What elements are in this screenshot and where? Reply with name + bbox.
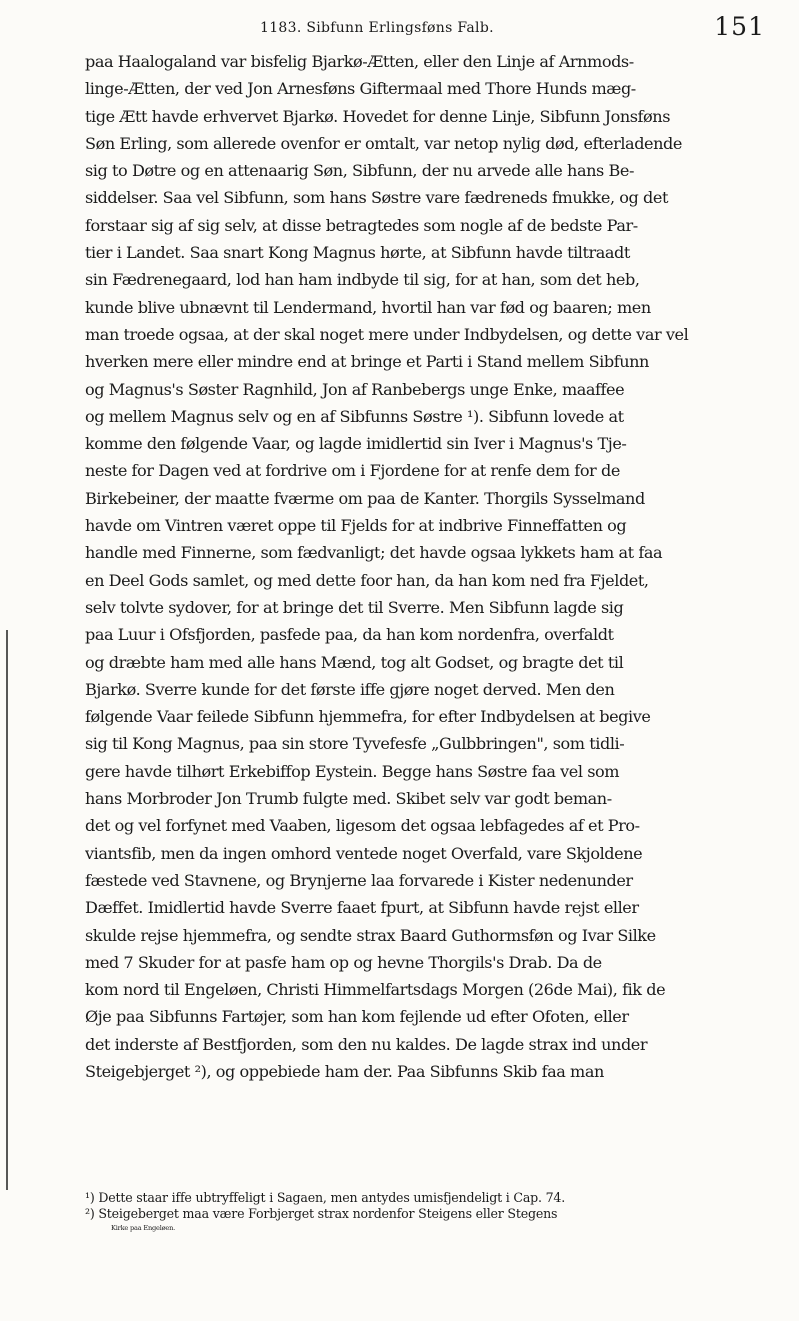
text-line: sin Fædrenegaard, lod han ham indbyde til sig, for at han, som det heb, — [85, 270, 640, 290]
text-line: hans Morbroder Jon Trumb fulgte med. Skibet selv var godt beman- — [85, 789, 612, 809]
scan-edge-line — [6, 630, 8, 1190]
text-line: hverken mere eller mindre end at bringe et Parti i Stand mellem Sibfunn — [85, 352, 649, 372]
text-line: viantsfib, men da ingen omhord ventede noget Overfald, vare Skjoldene — [85, 843, 643, 863]
footnotes — [85, 1190, 765, 1237]
footnote-2: ²) Steigeberget maa være Forbjerget strax nordenfor Steigens eller Stegens — [85, 1205, 558, 1221]
footnote-1: ¹) Dette staar iffe ubtryffeligt i Sagaen, men antydes umisfjendeligt i Cap. 74. — [85, 1190, 566, 1205]
text-line: tige Ætt havde erhvervet Bjarkø. Hovedet for denne Linje, Sibfunn Jonsføns — [85, 106, 671, 126]
text-line: handle med Finnerne, som fædvanligt; det havde ogsaa lykkets ham at faa — [85, 543, 663, 563]
text-line: man troede ogsaa, at der skal noget mere under Indbydelsen, og dette var vel — [85, 324, 689, 344]
text-line: det og vel forfynet med Vaaben, ligesom det ogsaa lebfagedes af et Pro- — [85, 816, 640, 836]
text-line: Steigebjerget ²), og oppebiede ham der. Paa Sibfunns Skib faa man — [85, 1061, 604, 1081]
text-line: Birkebeiner, der maatte fværme om paa de Kanter. Thorgils Sysselmand — [85, 488, 645, 508]
text-line: og mellem Magnus selv og en af Sibfunns Søstre ¹). Sibfunn lovede at — [85, 406, 624, 426]
text-line: kunde blive ubnævnt til Lendermand, hvortil han var fød og baaren; men — [85, 297, 651, 317]
text-line: gere havde tilhørt Erkebiffop Eystein. Begge hans Søstre faa vel som — [85, 761, 620, 781]
text-line: siddelser. Saa vel Sibfunn, som hans Søstre vare fædreneds fmukke, og det — [85, 188, 668, 208]
text-line: kom nord til Engeløen, Christi Himmelfartsdags Morgen (26de Mai), fik de — [85, 980, 666, 1000]
running-head: 1183. Sibfunn Erlingsføns Falb. — [260, 20, 494, 36]
text-line: forstaar sig af sig selv, at disse betragtedes som nogle af de bedste Par- — [85, 215, 638, 235]
page-number: 151 — [714, 12, 765, 41]
text-line: Søn Erling, som allerede ovenfor er omtalt, var netop nylig død, efterladende — [85, 133, 682, 153]
text-line: fæstede ved Stavnene, og Brynjerne laa forvarede i Kister nedenunder — [85, 870, 633, 890]
text-line: Øje paa Sibfunns Fartøjer, som han kom fejlende ud efter Ofoten, eller — [85, 1007, 629, 1027]
text-line: komme den følgende Vaar, og lagde imidlertid sin Iver i Magnus's Tje- — [85, 434, 627, 454]
text-line: med 7 Skuder for at pasfe ham op og hevne Thorgils's Drab. Da de — [85, 952, 602, 972]
text-line: Bjarkø. Sverre kunde for det første iffe gjøre noget derved. Men den — [85, 679, 615, 699]
page-header — [85, 4, 765, 40]
footnote-2-continued: Kirke paa Engeløen. — [111, 1224, 176, 1232]
text-line: paa Haalogaland var bisfelig Bjarkø-Ætten, eller den Linje af Arnmods- — [85, 52, 634, 71]
text-line: linge-Ætten, der ved Jon Arnesføns Giftermaal med Thore Hunds mæg- — [85, 79, 636, 99]
text-line: neste for Dagen ved at fordrive om i Fjordene for at renfe dem for de — [85, 461, 620, 481]
text-line: skulde rejse hjemmefra, og sendte strax Baard Guthormsføn og Ivar Silke — [85, 925, 656, 945]
text-line: Dæffet. Imidlertid havde Sverre faaet fpurt, at Sibfunn havde rejst eller — [85, 898, 639, 918]
text-line: og dræbte ham med alle hans Mænd, tog alt Godset, og bragte det til — [85, 652, 624, 672]
text-line: og Magnus's Søster Ragnhild, Jon af Ranbebergs unge Enke, maaffee — [85, 379, 625, 399]
text-line: følgende Vaar feilede Sibfunn hjemmefra, for efter Indbydelsen at begive — [85, 707, 651, 727]
text-line: selv tolvte sydover, for at bringe det til Sverre. Men Sibfunn lagde sig — [85, 597, 624, 617]
text-line: sig til Kong Magnus, paa sin store Tyvefesfe „Gulbbringen", som tidli- — [85, 734, 625, 754]
text-line: paa Luur i Ofsfjorden, pasfede paa, da han kom nordenfra, overfaldt — [85, 625, 614, 645]
text-line: tier i Landet. Saa snart Kong Magnus hørte, at Sibfunn havde tiltraadt — [85, 243, 630, 263]
text-line: en Deel Gods samlet, og med dette foor han, da han kom ned fra Fjeldet, — [85, 570, 649, 590]
text-line: det inderste af Bestfjorden, som den nu kaldes. De lagde strax ind under — [85, 1034, 648, 1054]
text-line: havde om Vintren været oppe til Fjelds for at indbrive Finneffatten og — [85, 516, 627, 536]
body-text — [85, 48, 765, 1085]
text-line: sig to Døtre og en attenaarig Søn, Sibfunn, der nu arvede alle hans Be- — [85, 161, 634, 181]
